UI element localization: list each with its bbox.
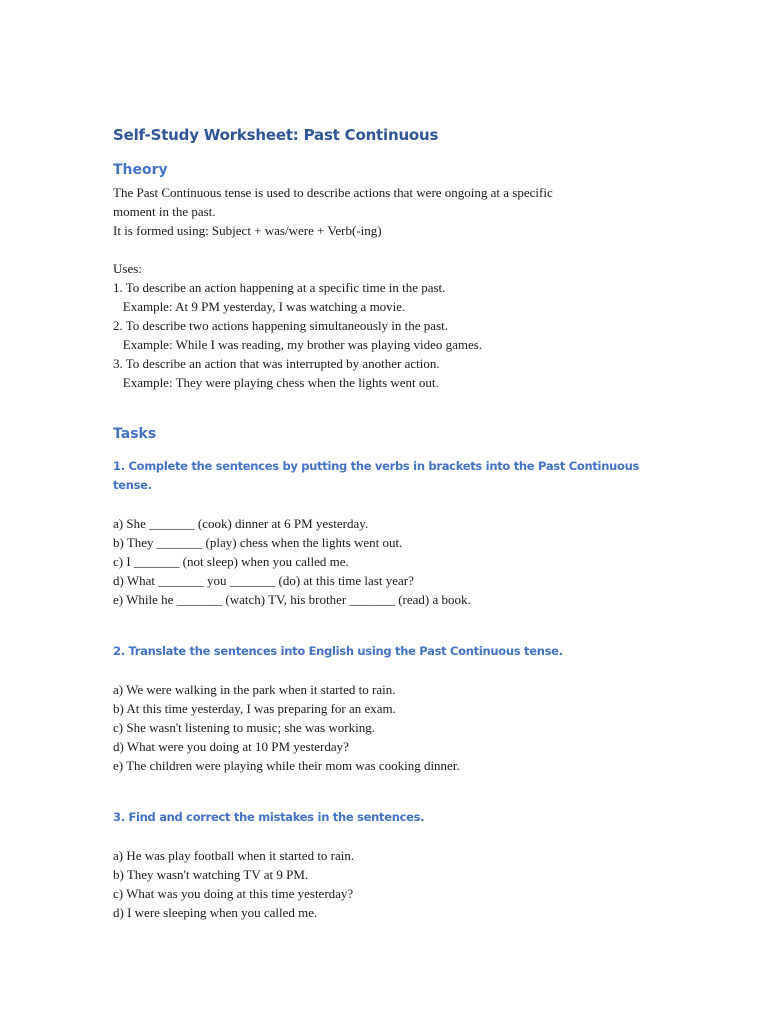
task-item: d) I were sleeping when you called me. <box>113 905 318 920</box>
task-item: a) He was play football when it started to rain. <box>113 848 355 863</box>
theory-body <box>113 183 673 392</box>
tasks-heading: Tasks <box>113 426 157 442</box>
theory-line: moment in the past. <box>113 204 216 219</box>
task-1-heading: 1. Complete the sentences by putting the verbs in brackets into the Past Continuous tense. <box>113 459 640 492</box>
theory-use-example: Example: They were playing chess when the lights went out. <box>113 375 439 390</box>
theory-use-item: 1. To describe an action happening at a specific time in the past. <box>113 280 446 295</box>
task-item: c) She wasn't listening to music; she was working. <box>113 720 375 735</box>
theory-use-example: Example: While I was reading, my brother was playing video games. <box>113 337 483 352</box>
task-1-list <box>113 514 673 609</box>
task-item: b) They _______ (play) chess when the lights went out. <box>113 535 403 550</box>
theory-use-item: 3. To describe an action that was interrupted by another action. <box>113 356 440 371</box>
task-item: b) At this time yesterday, I was preparing for an exam. <box>113 701 396 716</box>
task-item: a) We were walking in the park when it started to rain. <box>113 682 396 697</box>
task-item: a) She _______ (cook) dinner at 6 PM yesterday. <box>113 516 369 531</box>
theory-blank-line <box>113 240 673 259</box>
task-item: d) What were you doing at 10 PM yesterday? <box>113 739 349 754</box>
task-item: e) The children were playing while their mom was cooking dinner. <box>113 758 460 773</box>
task-item: b) They wasn't watching TV at 9 PM. <box>113 867 309 882</box>
theory-line: The Past Continuous tense is used to describe actions that were ongoing at a specific <box>113 185 553 200</box>
theory-line: Uses: <box>113 261 142 276</box>
task-3-list <box>113 846 673 922</box>
task-3-heading: 3. Find and correct the mistakes in the sentences. <box>113 810 425 824</box>
worksheet-content <box>113 124 673 922</box>
theory-line: It is formed using: Subject + was/were + Verb(-ing) <box>113 223 382 238</box>
task-2-heading: 2. Translate the sentences into English using the Past Continuous tense. <box>113 644 563 658</box>
theory-use-example: Example: At 9 PM yesterday, I was watching a movie. <box>113 299 406 314</box>
task-item: e) While he _______ (watch) TV, his brother _______ (read) a book. <box>113 592 471 607</box>
theory-heading: Theory <box>113 162 168 178</box>
theory-use-item: 2. To describe two actions happening simultaneously in the past. <box>113 318 448 333</box>
task-item: c) What was you doing at this time yesterday? <box>113 886 354 901</box>
task-item: c) I _______ (not sleep) when you called me. <box>113 554 349 569</box>
page-title: Self-Study Worksheet: Past Continuous <box>113 126 439 144</box>
task-item: d) What _______ you _______ (do) at this time last year? <box>113 573 414 588</box>
task-2-list <box>113 680 673 775</box>
